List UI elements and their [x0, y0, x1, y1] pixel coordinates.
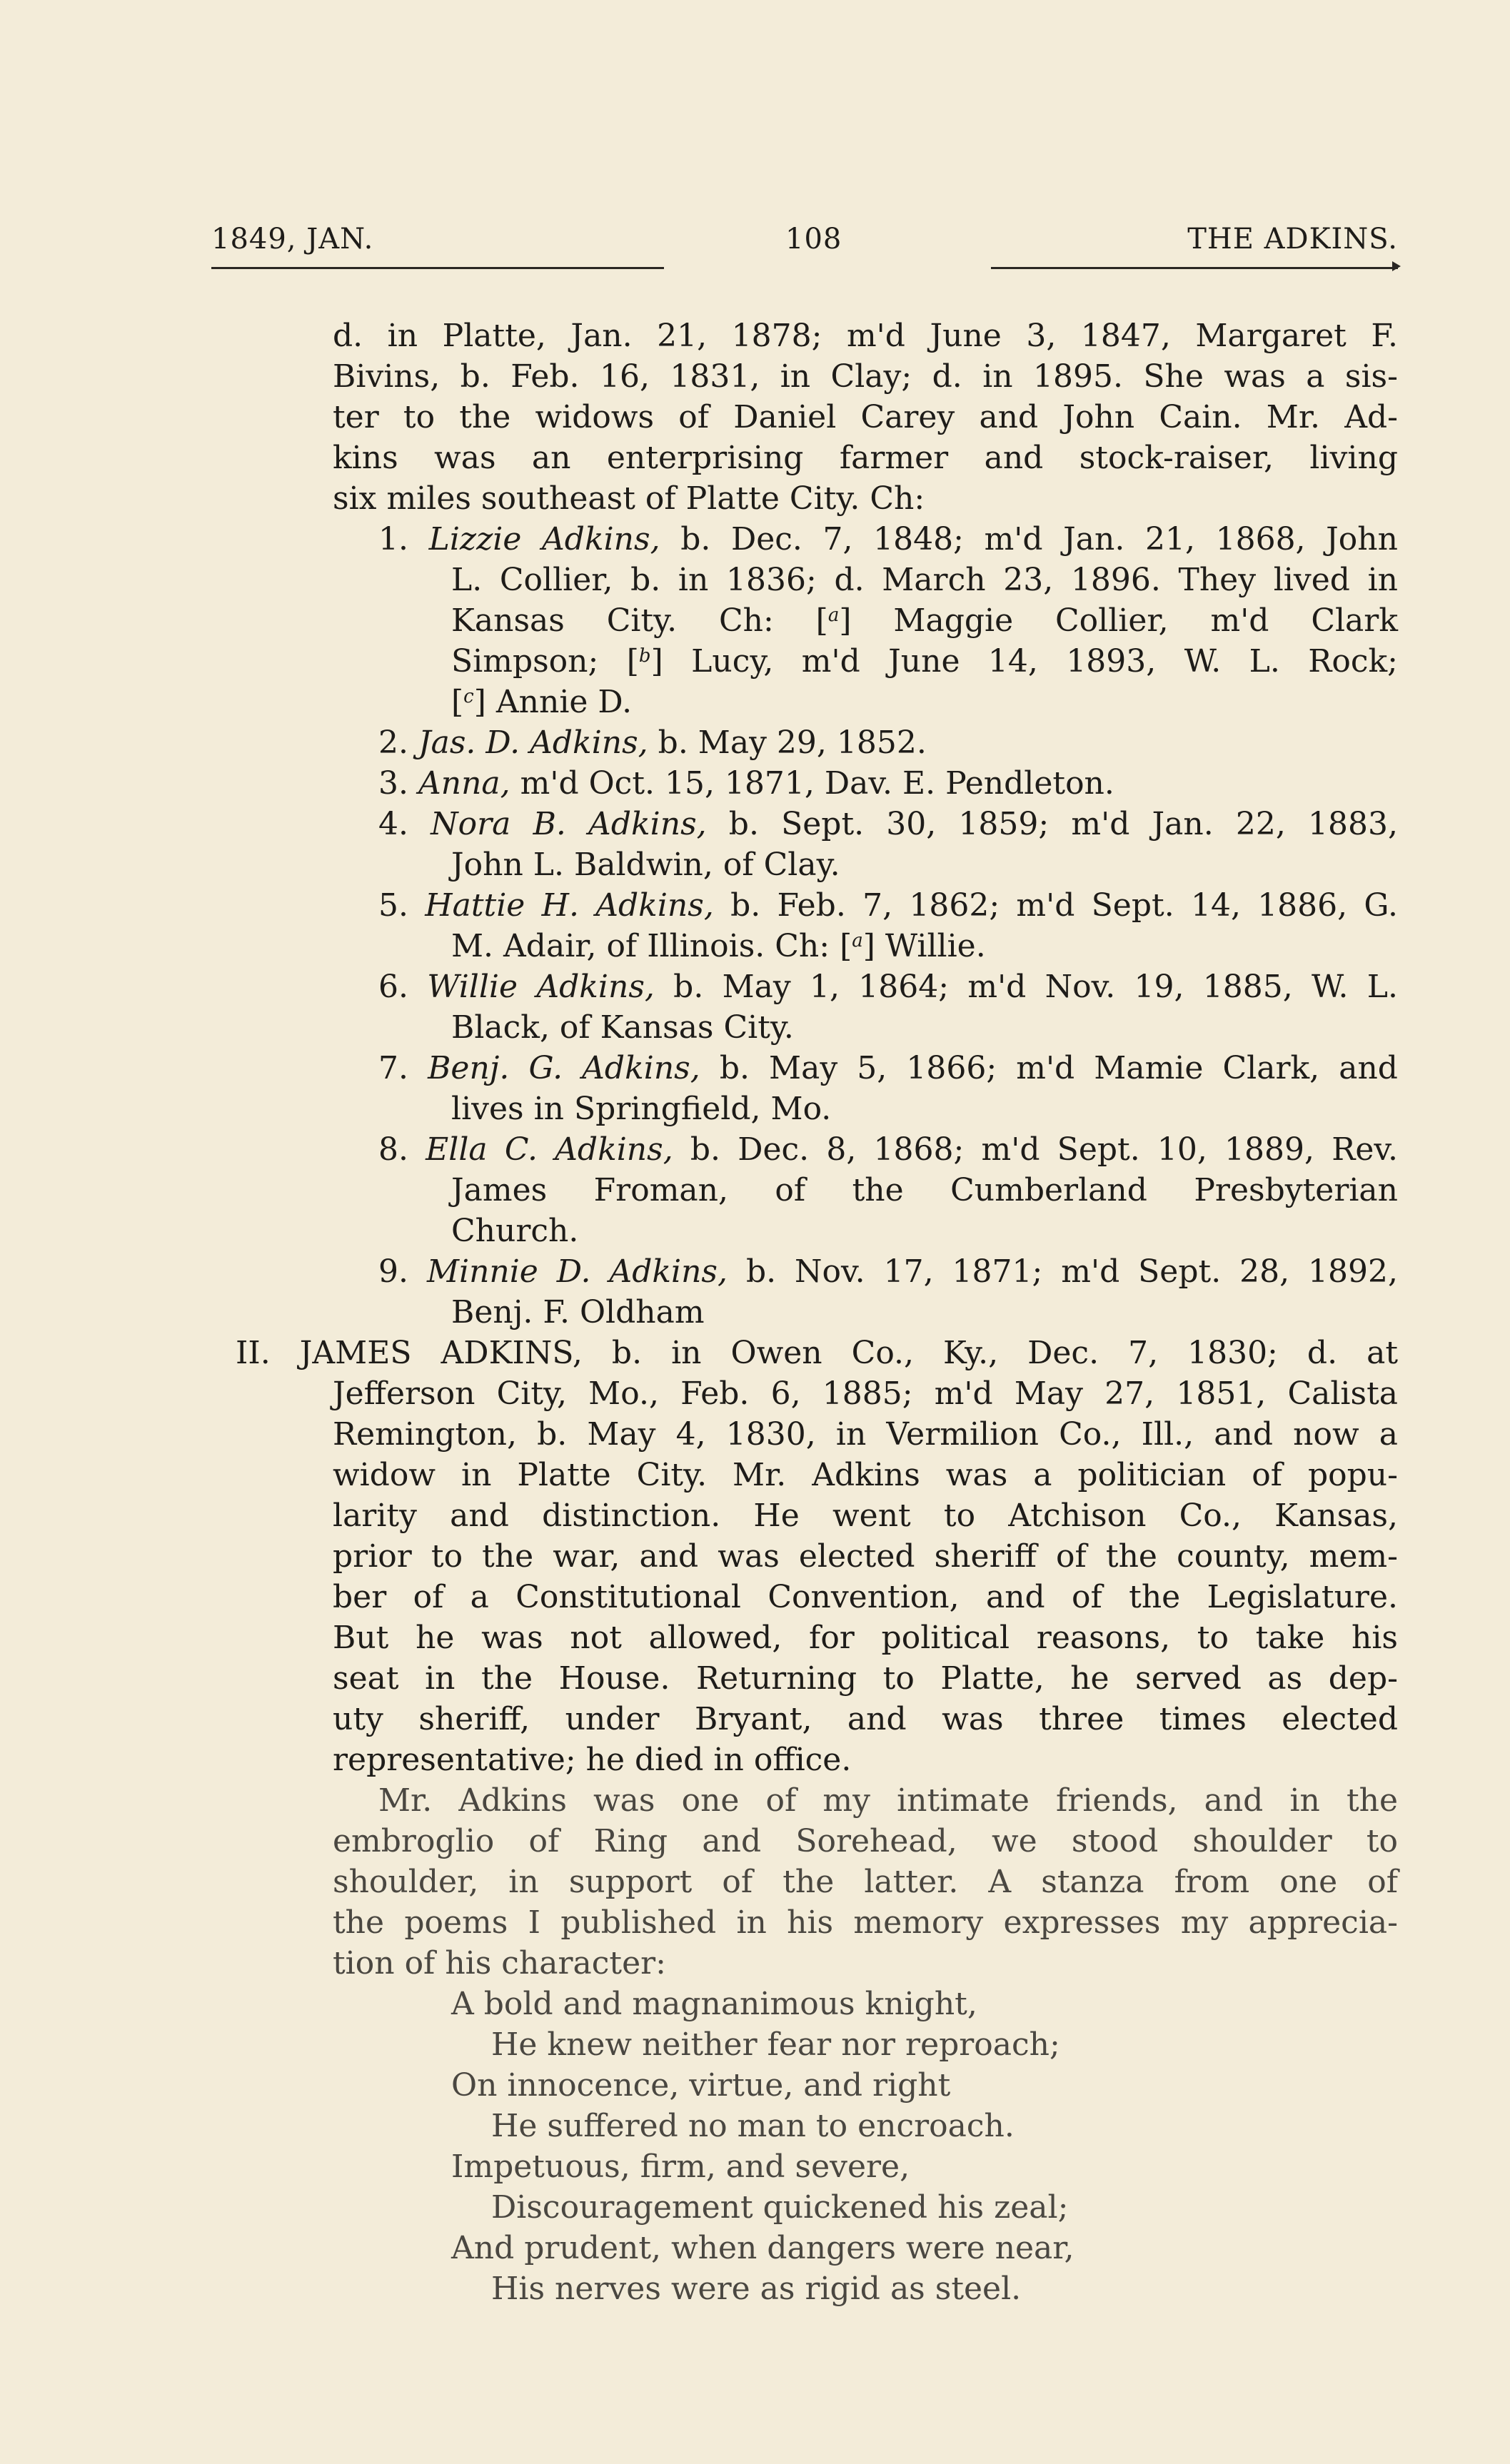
header-title: THE ADKINS.: [1187, 223, 1398, 256]
child-name: Anna,: [418, 765, 510, 802]
poem-line: On innocence, virtue, and right: [451, 2067, 951, 2104]
header-rule-arrow: [1392, 261, 1401, 271]
child-name: Willie Adkins,: [427, 969, 655, 1005]
body-text: [236, 315, 1398, 2309]
text-line: [$^c$] Annie D.: [451, 684, 633, 720]
child-entry-9: 9. Minnie D. Adkins, b. Nov. 17, 1871; m'd Sept. 28, 1892,: [378, 1253, 1398, 1290]
child-entry-4: 4. Nora B. Adkins, b. Sept. 30, 1859; m'd Jan. 22, 1883,: [378, 806, 1398, 842]
child-name: Lizzie Adkins,: [428, 521, 660, 557]
poem-line: A bold and magnanimous knight,: [451, 1986, 977, 2022]
text-line: prior to the war, and was elected sheriff of the county, mem-: [333, 1538, 1398, 1575]
child-entry-6: 6. Willie Adkins, b. May 1, 1864; m'd Nov. 19, 1885, W. L.: [378, 969, 1398, 1005]
child-name: Benj. G. Adkins,: [428, 1050, 700, 1086]
text-line: ter to the widows of Daniel Carey and John Cain. Mr. Ad-: [333, 399, 1398, 435]
poem-line: Impetuous, firm, and severe,: [451, 2149, 910, 2185]
child-name: Minnie D. Adkins,: [426, 1253, 728, 1290]
text-line: seat in the House. Returning to Platte, he served as dep-: [333, 1660, 1398, 1697]
child-entry-5: 5. Hattie H. Adkins, b. Feb. 7, 1862; m'd Sept. 14, 1886, G.: [378, 887, 1398, 924]
child-entry-3: 3. Anna, m'd Oct. 15, 1871, Dav. E. Pendleton.: [378, 765, 1114, 802]
text-line: M. Adair, of Illinois. Ch: [$^a$] Willie.: [451, 928, 986, 964]
child-entry-2: 2. Jas. D. Adkins, b. May 29, 1852.: [378, 724, 927, 761]
text-line: L. Collier, b. in 1836; d. March 23, 1896. They lived in: [451, 562, 1398, 598]
text-line: larity and distinction. He went to Atchison Co., Kansas,: [333, 1498, 1398, 1534]
text-line: Mr. Adkins was one of my intimate friends, and in the: [378, 1782, 1398, 1819]
text-line: lives in Springfield, Mo.: [451, 1091, 832, 1127]
child-name: Hattie H. Adkins,: [425, 887, 714, 924]
text-line: Jefferson City, Mo., Feb. 6, 1885; m'd May 27, 1851, Calista: [333, 1375, 1398, 1412]
poem-line: And prudent, when dangers were near,: [451, 2230, 1074, 2266]
entry-heading-james-adkins: II. JAMES ADKINS, b. in Owen Co., Ky., Dec. 7, 1830; d. at: [236, 1335, 1398, 1371]
child-entry-1: 1. Lizzie Adkins, b. Dec. 7, 1848; m'd Jan. 21, 1868, John: [378, 521, 1398, 557]
poem-line: He suffered no man to encroach.: [491, 2108, 1015, 2144]
text-line: Black, of Kansas City.: [451, 1009, 794, 1046]
text-line: the poems I published in his memory expresses my apprecia-: [333, 1904, 1398, 1941]
text-line: uty sheriff, under Bryant, and was three times elected: [333, 1701, 1398, 1737]
text-line: James Froman, of the Cumberland Presbyterian: [451, 1172, 1398, 1208]
header-date: 1849, JAN.: [211, 223, 374, 256]
child-name: Jas. D. Adkins,: [418, 724, 648, 761]
text-line: ber of a Constitutional Convention, and of the Legislature.: [333, 1579, 1398, 1615]
child-name: Nora B. Adkins,: [431, 806, 707, 842]
child-entry-8: 8. Ella C. Adkins, b. Dec. 8, 1868; m'd Sept. 10, 1889, Rev.: [378, 1131, 1398, 1168]
text-line: shoulder, in support of the latter. A stanza from one of: [333, 1864, 1398, 1900]
text-line: d. in Platte, Jan. 21, 1878; m'd June 3, 1847, Margaret F.: [333, 318, 1398, 354]
text-line: tion of his character:: [333, 1945, 667, 1981]
header-rule-left: [211, 267, 664, 269]
child-entry-7: 7. Benj. G. Adkins, b. May 5, 1866; m'd Mamie Clark, and: [378, 1050, 1398, 1086]
text-line: six miles southeast of Platte City. Ch:: [333, 480, 925, 517]
text-line: John L. Baldwin, of Clay.: [451, 847, 840, 883]
poem-line: Discouragement quickened his zeal;: [491, 2189, 1069, 2226]
text-line: representative; he died in office.: [333, 1742, 852, 1778]
poem-line: He knew neither fear nor reproach;: [491, 2026, 1060, 2063]
text-line: Simpson; [$^b$] Lucy, m'd June 14, 1893, W. L. Rock;: [451, 643, 1398, 680]
text-line: Bivins, b. Feb. 16, 1831, in Clay; d. in 1895. She was a sis-: [333, 358, 1398, 395]
running-header: [211, 223, 1398, 263]
page-number: 108: [785, 223, 842, 256]
child-name: Ella C. Adkins,: [426, 1131, 673, 1168]
text-line: But he was not allowed, for political reasons, to take his: [333, 1620, 1398, 1656]
text-line: Church.: [451, 1213, 579, 1249]
header-rule-right: [991, 267, 1398, 269]
text-line: Remington, b. May 4, 1830, in Vermilion Co., Ill., and now a: [333, 1416, 1398, 1453]
text-line: Benj. F. Oldham: [451, 1294, 705, 1331]
text-line: kins was an enterprising farmer and stock-raiser, living: [333, 440, 1398, 476]
text-line: Kansas City. Ch: [$^a$] Maggie Collier, m'd Clark: [451, 602, 1398, 639]
text-line: widow in Platte City. Mr. Adkins was a politician of popu-: [333, 1457, 1398, 1493]
text-line: embroglio of Ring and Sorehead, we stood shoulder to: [333, 1823, 1398, 1859]
poem-line: His nerves were as rigid as steel.: [491, 2271, 1022, 2307]
